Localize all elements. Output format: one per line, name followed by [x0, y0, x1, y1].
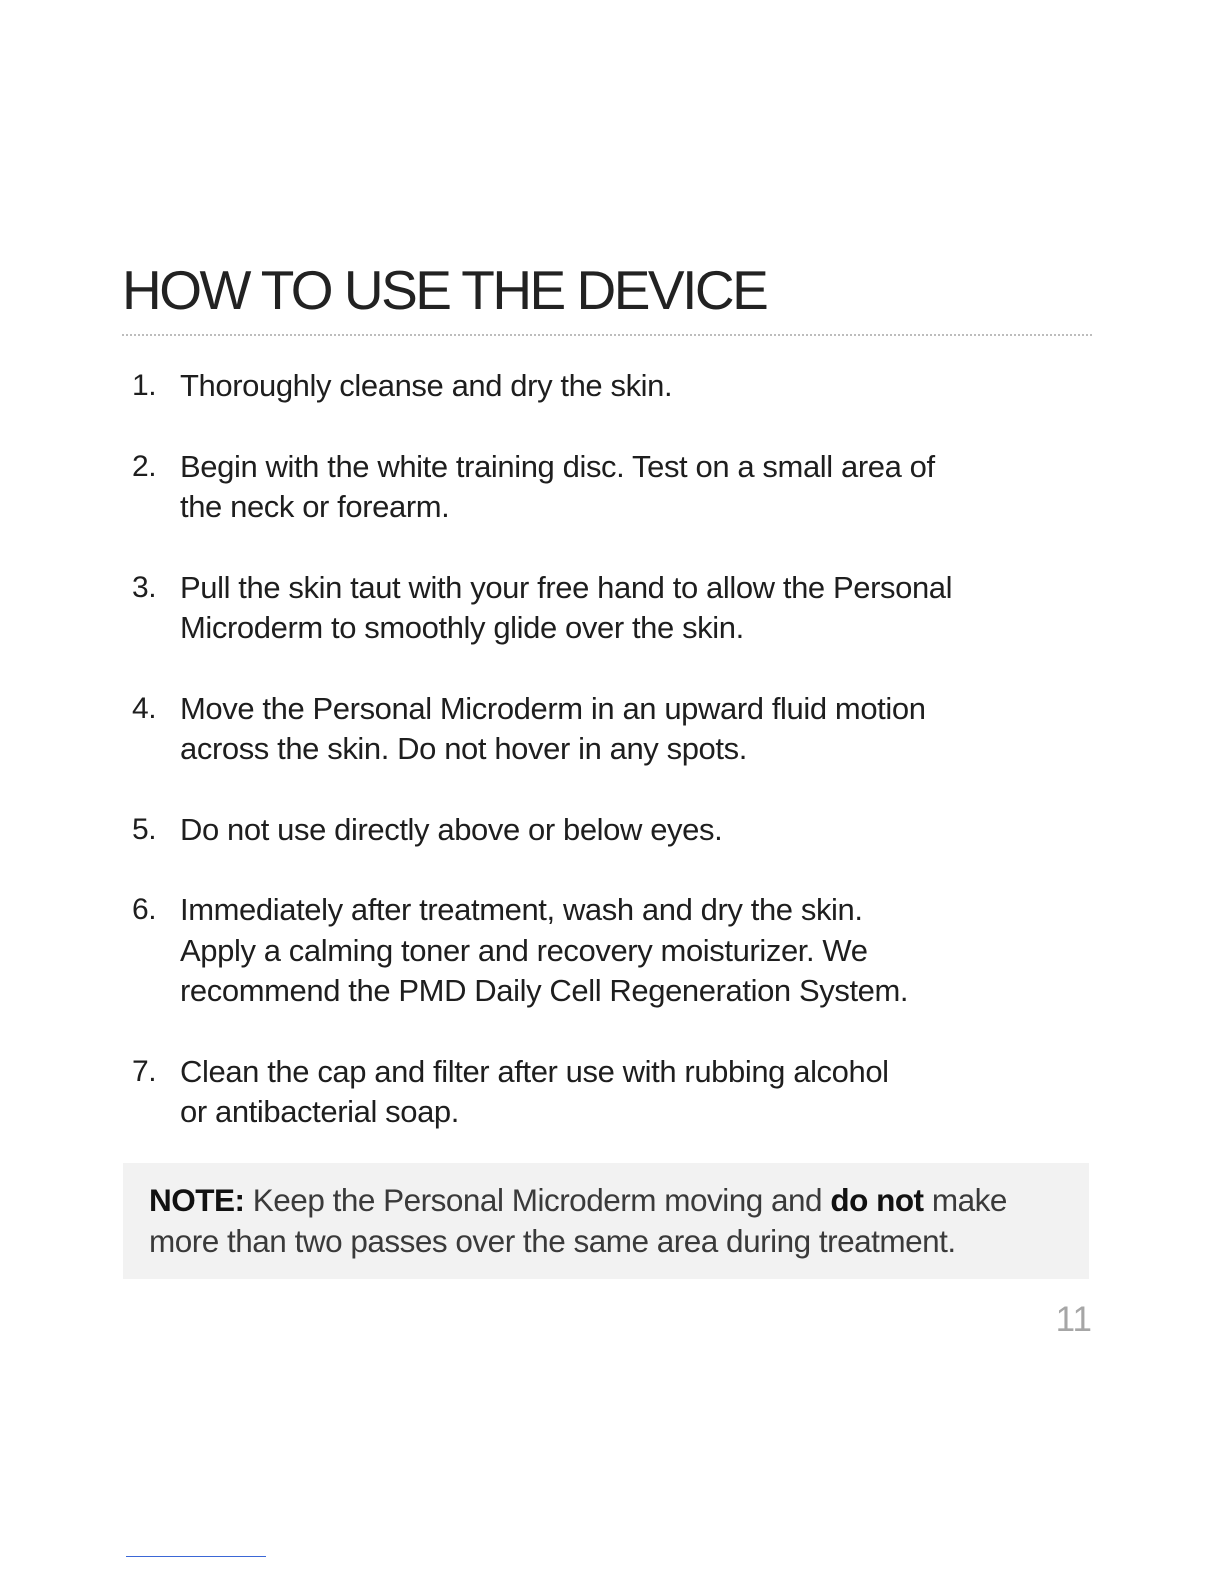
- step-text-line: recommend the PMD Daily Cell Regeneration System.: [180, 973, 909, 1008]
- note-box: [123, 1163, 1089, 1279]
- step-item: [132, 810, 1032, 851]
- step-number: 3.: [132, 570, 157, 604]
- note-label: NOTE:: [149, 1182, 245, 1218]
- page-number: 11: [1055, 1300, 1092, 1339]
- step-item: [132, 447, 1032, 528]
- step-text-line: Microderm to smoothly glide over the skin.: [180, 610, 744, 645]
- note-emphasis: do not: [830, 1182, 924, 1218]
- step-text-line: Clean the cap and filter after use with rubbing alcohol: [180, 1053, 889, 1089]
- page-title: HOW TO USE THE DEVICE: [122, 259, 767, 321]
- step-number: 1.: [132, 369, 157, 402]
- step-item: [132, 890, 1032, 1012]
- step-item: [132, 568, 1032, 649]
- instruction-steps: [132, 366, 1032, 1173]
- footer-rule: [126, 1556, 266, 1557]
- step-text-line: Apply a calming toner and recovery moisturizer. We: [180, 932, 868, 968]
- step-number: 2.: [132, 449, 157, 483]
- step-text-line: the neck or forearm.: [180, 489, 450, 524]
- step-item: [132, 689, 1032, 770]
- step-text-line: Move the Personal Microderm in an upward fluid motion: [180, 690, 926, 726]
- note-line: [149, 1180, 1089, 1221]
- step-number: 6.: [132, 893, 157, 926]
- step-text-line: Pull the skin taut with your free hand to allow the Personal: [180, 569, 953, 605]
- step-item: [132, 366, 1032, 407]
- step-text-line: Immediately after treatment, wash and dry the skin.: [180, 892, 863, 927]
- step-text-line: Do not use directly above or below eyes.: [180, 811, 723, 847]
- step-number: 4.: [132, 691, 157, 725]
- note-text: Keep the Personal Microderm moving and: [252, 1182, 823, 1218]
- title-divider: [122, 334, 1092, 336]
- note-text: make: [931, 1182, 1007, 1218]
- step-text-line: across the skin. Do not hover in any spots.: [180, 731, 747, 766]
- step-number: 5.: [132, 812, 157, 846]
- step-text-line: Thoroughly cleanse and dry the skin.: [180, 368, 673, 403]
- note-line: more than two passes over the same area during treatment.: [149, 1222, 956, 1259]
- step-item: [132, 1052, 1032, 1133]
- step-text-line: or antibacterial soap.: [180, 1094, 459, 1129]
- step-number: 7.: [132, 1054, 157, 1088]
- step-text-line: Begin with the white training disc. Test on a small area of: [180, 448, 935, 484]
